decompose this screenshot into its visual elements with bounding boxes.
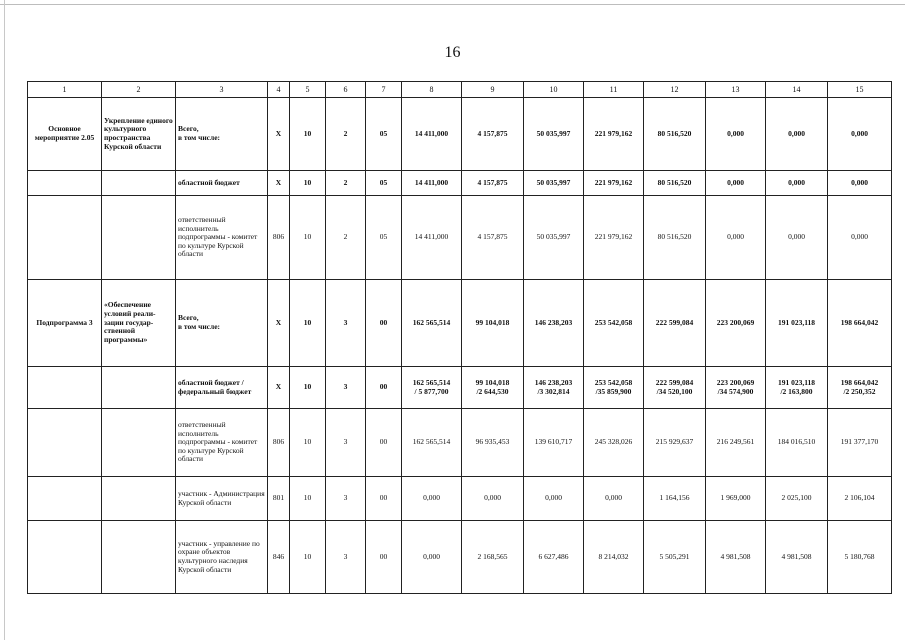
cell-csr: 00	[366, 367, 402, 409]
cell-value: 216 249,561	[706, 409, 766, 477]
column-number: 8	[402, 82, 462, 98]
cell-value: 221 979,162	[584, 196, 644, 280]
cell-value: 0,000	[706, 196, 766, 280]
cell-value: 139 610,717	[524, 409, 584, 477]
cell-value: 96 935,453	[462, 409, 524, 477]
cell-value: 2 168,565	[462, 521, 524, 594]
row-status-cell: Подпрограмма 3	[28, 280, 102, 367]
cell-value: 162 565,514	[402, 280, 462, 367]
cell-value: 0,000	[706, 98, 766, 171]
row-name-cell	[102, 409, 176, 477]
table-row	[28, 280, 892, 367]
cell-value: 215 929,637	[644, 409, 706, 477]
cell-value: 221 979,162	[584, 98, 644, 171]
cell-value: 253 542,058 /35 859,900	[584, 367, 644, 409]
cell-csr: 05	[366, 171, 402, 196]
cell-rz: 10	[290, 280, 326, 367]
cell-value: 0,000	[766, 196, 828, 280]
column-number: 4	[268, 82, 290, 98]
cell-value: 1 969,000	[706, 477, 766, 521]
cell-rz: 10	[290, 196, 326, 280]
cell-value: 14 411,000	[402, 196, 462, 280]
row-status-cell	[28, 521, 102, 594]
row-source-cell: ответственный исполнитель подпрограммы - комитет по культуре Курской области	[176, 196, 268, 280]
cell-value: 0,000	[402, 477, 462, 521]
cell-value: 1 164,156	[644, 477, 706, 521]
cell-pr: 2	[326, 98, 366, 171]
column-number: 11	[584, 82, 644, 98]
budget-table	[27, 81, 892, 594]
cell-rz: 10	[290, 367, 326, 409]
cell-rz: 10	[290, 477, 326, 521]
cell-value: 0,000	[828, 196, 892, 280]
table-row	[28, 367, 892, 409]
row-status-cell	[28, 367, 102, 409]
row-status-cell	[28, 477, 102, 521]
cell-value: 0,000	[584, 477, 644, 521]
cell-grbs: 801	[268, 477, 290, 521]
cell-value: 184 016,510	[766, 409, 828, 477]
cell-pr: 3	[326, 477, 366, 521]
cell-value: 223 200,069 /34 574,900	[706, 367, 766, 409]
cell-csr: 05	[366, 196, 402, 280]
cell-value: 50 035,997	[524, 98, 584, 171]
cell-value: 99 104,018 /2 644,530	[462, 367, 524, 409]
column-number: 2	[102, 82, 176, 98]
cell-value: 14 411,000	[402, 171, 462, 196]
cell-value: 162 565,514 / 5 877,700	[402, 367, 462, 409]
row-source-cell: областной бюджет	[176, 171, 268, 196]
cell-value: 0,000	[828, 98, 892, 171]
cell-value: 146 238,203	[524, 280, 584, 367]
cell-value: 191 023,118 /2 163,800	[766, 367, 828, 409]
column-number: 13	[706, 82, 766, 98]
cell-value: 5 505,291	[644, 521, 706, 594]
cell-value: 4 157,875	[462, 196, 524, 280]
row-source-cell: участник - управление по охране объектов культурного наследия Курской области	[176, 521, 268, 594]
cell-csr: 00	[366, 280, 402, 367]
cell-value: 2 025,100	[766, 477, 828, 521]
row-status-cell: Основное мероприятие 2.05	[28, 98, 102, 171]
cell-value: 4 981,508	[706, 521, 766, 594]
cell-pr: 3	[326, 521, 366, 594]
page-number: 16	[444, 44, 461, 61]
cell-value: 0,000	[828, 171, 892, 196]
column-number: 5	[290, 82, 326, 98]
cell-value: 146 238,203 /3 302,814	[524, 367, 584, 409]
cell-csr: 00	[366, 477, 402, 521]
cell-value: 6 627,486	[524, 521, 584, 594]
cell-value: 0,000	[462, 477, 524, 521]
cell-value: 0,000	[766, 171, 828, 196]
cell-value: 0,000	[706, 171, 766, 196]
column-number: 1	[28, 82, 102, 98]
cell-value: 191 023,118	[766, 280, 828, 367]
column-number: 3	[176, 82, 268, 98]
row-name-cell: Укрепление единого культурного пространства Курской области	[102, 98, 176, 171]
cell-value: 99 104,018	[462, 280, 524, 367]
row-name-cell	[102, 477, 176, 521]
cell-rz: 10	[290, 98, 326, 171]
row-name-cell	[102, 521, 176, 594]
column-number: 6	[326, 82, 366, 98]
cell-value: 222 599,084 /34 520,100	[644, 367, 706, 409]
cell-value: 80 516,520	[644, 171, 706, 196]
cell-value: 0,000	[402, 521, 462, 594]
scan-edge-top	[0, 4, 905, 5]
cell-rz: 10	[290, 409, 326, 477]
row-source-cell: Всего, в том числе:	[176, 98, 268, 171]
row-status-cell	[28, 196, 102, 280]
cell-pr: 3	[326, 280, 366, 367]
cell-value: 50 035,997	[524, 171, 584, 196]
cell-grbs: X	[268, 280, 290, 367]
cell-value: 5 180,768	[828, 521, 892, 594]
cell-grbs: X	[268, 171, 290, 196]
column-number: 7	[366, 82, 402, 98]
cell-pr: 3	[326, 409, 366, 477]
row-source-cell: областной бюджет /федеральный бюджет	[176, 367, 268, 409]
cell-value: 4 157,875	[462, 171, 524, 196]
row-source-cell: ответственный исполнитель подпрограммы - комитет по культуре Курской области	[176, 409, 268, 477]
table-row	[28, 196, 892, 280]
cell-csr: 05	[366, 98, 402, 171]
column-number: 12	[644, 82, 706, 98]
row-name-cell	[102, 367, 176, 409]
cell-value: 8 214,032	[584, 521, 644, 594]
cell-value: 198 664,042 /2 250,352	[828, 367, 892, 409]
cell-value: 223 200,069	[706, 280, 766, 367]
column-number: 15	[828, 82, 892, 98]
cell-value: 4 157,875	[462, 98, 524, 171]
cell-pr: 2	[326, 196, 366, 280]
cell-value: 14 411,000	[402, 98, 462, 171]
column-number: 14	[766, 82, 828, 98]
cell-value: 0,000	[766, 98, 828, 171]
row-name-cell: «Обеспечение условий реали-зации государ-ственной программы»	[102, 280, 176, 367]
cell-value: 50 035,997	[524, 196, 584, 280]
row-source-cell: участник - Администрация Курской области	[176, 477, 268, 521]
cell-value: 2 106,104	[828, 477, 892, 521]
column-number: 9	[462, 82, 524, 98]
cell-rz: 10	[290, 171, 326, 196]
column-number-row	[28, 82, 892, 98]
cell-value: 4 981,508	[766, 521, 828, 594]
cell-csr: 00	[366, 409, 402, 477]
cell-grbs: X	[268, 98, 290, 171]
cell-grbs: 806	[268, 409, 290, 477]
cell-grbs: X	[268, 367, 290, 409]
cell-value: 253 542,058	[584, 280, 644, 367]
scan-edge-left	[4, 0, 5, 640]
column-number: 10	[524, 82, 584, 98]
row-name-cell	[102, 171, 176, 196]
cell-value: 80 516,520	[644, 196, 706, 280]
cell-grbs: 806	[268, 196, 290, 280]
cell-value: 80 516,520	[644, 98, 706, 171]
cell-value: 0,000	[524, 477, 584, 521]
cell-rz: 10	[290, 521, 326, 594]
cell-value: 191 377,170	[828, 409, 892, 477]
table-row	[28, 98, 892, 171]
cell-value: 162 565,514	[402, 409, 462, 477]
row-name-cell	[102, 196, 176, 280]
row-source-cell: Всего, в том числе:	[176, 280, 268, 367]
cell-pr: 2	[326, 171, 366, 196]
cell-pr: 3	[326, 367, 366, 409]
table-row	[28, 409, 892, 477]
cell-value: 198 664,042	[828, 280, 892, 367]
cell-value: 245 328,026	[584, 409, 644, 477]
cell-csr: 00	[366, 521, 402, 594]
table-row	[28, 171, 892, 196]
cell-value: 221 979,162	[584, 171, 644, 196]
cell-grbs: 846	[268, 521, 290, 594]
table-row	[28, 477, 892, 521]
cell-value: 222 599,084	[644, 280, 706, 367]
row-status-cell	[28, 409, 102, 477]
row-status-cell	[28, 171, 102, 196]
table-row	[28, 521, 892, 594]
